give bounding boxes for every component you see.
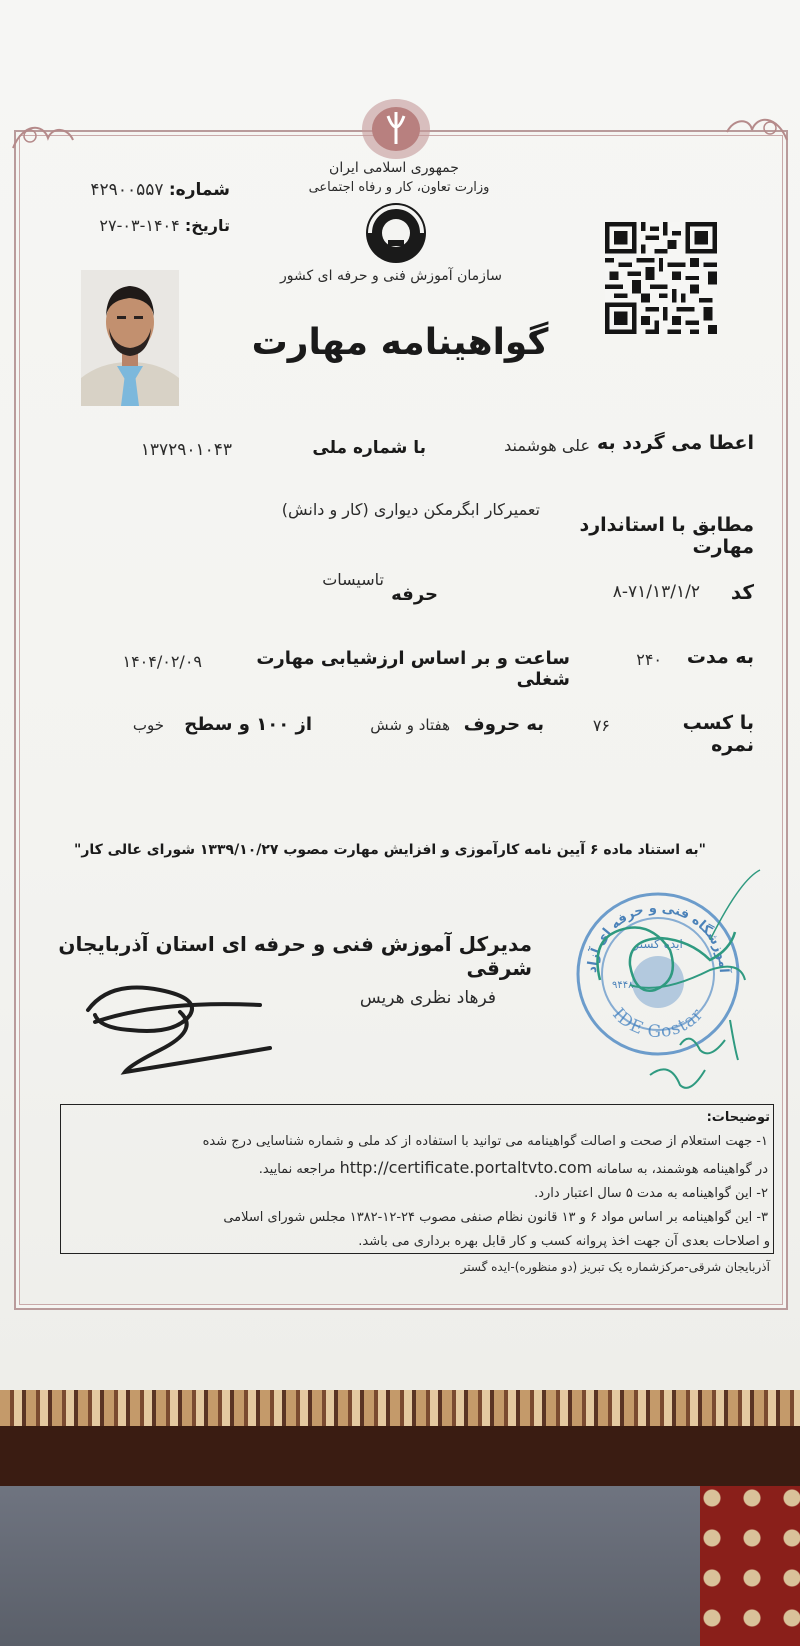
signatory-name: فرهاد نظری هریس: [359, 988, 496, 1008]
table-edge: [0, 1426, 800, 1486]
republic-name: جمهوری اسلامی ایران: [329, 160, 459, 176]
duration-label: به مدت: [686, 646, 754, 668]
director-signature-icon: [70, 960, 280, 1080]
trade-label: حرفه: [391, 584, 438, 605]
code-label: کد: [730, 580, 754, 604]
national-id-value: ۱۳۷۲۹۰۱۰۴۳: [140, 440, 232, 460]
background-fabric: [0, 1486, 800, 1646]
notes-box: [60, 1104, 774, 1254]
note-1b: [68, 1158, 768, 1177]
rug-pattern: [700, 1486, 800, 1646]
stamp-code: ۹۴۴۸: [612, 980, 634, 991]
stamp-top-text: آموزشگاه فنی و حرفه ای آزاد: [584, 900, 732, 974]
number-value: ۴۲۹۰۰۵۵۷: [90, 180, 164, 200]
notes-heading: توضیحات:: [706, 1110, 770, 1125]
national-id-label: با شماره ملی: [312, 438, 426, 458]
duration-value: ۲۴۰: [636, 650, 662, 669]
qr-code-icon: [605, 222, 717, 334]
number-label: شماره:: [168, 180, 230, 200]
certificate-date: [60, 216, 230, 235]
tvto-logo-icon: [360, 200, 432, 266]
certificate-portal-link[interactable]: http://certificate.portaltvto.com: [339, 1158, 593, 1177]
note-1b-pre: در گواهینامه هوشمند، به سامانه: [596, 1162, 768, 1177]
stamp-middle-text: ایده گستر: [633, 937, 683, 951]
trade-value: تاسیسات: [322, 570, 384, 589]
note-1b-post: مراجعه نمایید.: [258, 1162, 336, 1177]
issuing-center: آذربایجان شرقی-مرکزشماره یک تبریز (دو منظوره)-ایده گستر: [460, 1260, 770, 1274]
standard-label: مطابق با استاندارد مهارت: [579, 514, 754, 558]
assessment-label: ساعت و بر اساس ارزشیابی مهارت شغلی: [256, 648, 570, 690]
awarded-label: اعطا می گردد به: [597, 432, 754, 454]
certificate-title: گواهینامه مهارت: [251, 322, 549, 363]
note-1a: ۱- جهت استعلام از صحت و اصالت گواهینامه می توانید با استفاده از کد ملی و شماره شناسایی درج شده: [202, 1134, 768, 1149]
stamp-bottom-text: IDE Gostar: [608, 1004, 708, 1043]
level-value: خوب: [132, 716, 164, 734]
ministry-name: وزارت تعاون، کار و رفاه اجتماعی: [308, 180, 490, 195]
signatory-position: مدیرکل آموزش فنی و حرفه ای استان آذربایجان شرقی: [58, 932, 532, 980]
organization-name: سازمان آموزش فنی و حرفه ای کشور: [280, 268, 502, 284]
assessment-date: ۱۴۰۴/۰۲/۰۹: [122, 652, 202, 671]
corner-ornament-left: [8, 118, 78, 158]
carpet-edge: [0, 1390, 800, 1426]
standard-value: تعمیرکار ابگرمکن دیواری (کار و دانش): [281, 500, 540, 519]
note-2: ۲- این گواهینامه به مدت ۵ سال اعتبار دارد.: [534, 1186, 768, 1201]
score-value: ۷۶: [592, 716, 610, 735]
iran-emblem-icon: [358, 96, 434, 162]
score-label: با کسب نمره: [682, 712, 754, 756]
green-signature-icon: [560, 860, 800, 1110]
certificate-number: [60, 180, 230, 200]
note-3b: و اصلاحات بعدی آن جهت اخذ پروانه کسب و کار قابل بهره برداری می باشد.: [358, 1234, 770, 1249]
letters-label: به حروف: [463, 714, 544, 735]
legal-basis: "به استناد ماده ۶ آیین نامه کارآموزی و افزایش مهارت مصوب ۱۳۳۹/۱۰/۲۷ شورای عالی کار": [74, 842, 706, 858]
date-label: تاریخ:: [184, 216, 230, 235]
corner-ornament-right: [722, 110, 792, 150]
code-value: ۸-۷۱/۱۳/۱/۲: [612, 582, 700, 602]
holder-name: علی هوشمند: [504, 436, 590, 455]
holder-photo: [81, 270, 179, 406]
date-value: ۱۴۰۴-۰۳-۲۷: [99, 216, 180, 235]
out-of-label: از ۱۰۰ و سطح: [184, 714, 312, 735]
letters-value: هفتاد و شش: [370, 716, 450, 734]
note-3a: ۳- این گواهینامه بر اساس مواد ۶ و ۱۳ قانون نظام صنفی مصوب ۲۴-۱۲-۱۳۸۲ مجلس شورای اسلامی: [223, 1210, 768, 1225]
